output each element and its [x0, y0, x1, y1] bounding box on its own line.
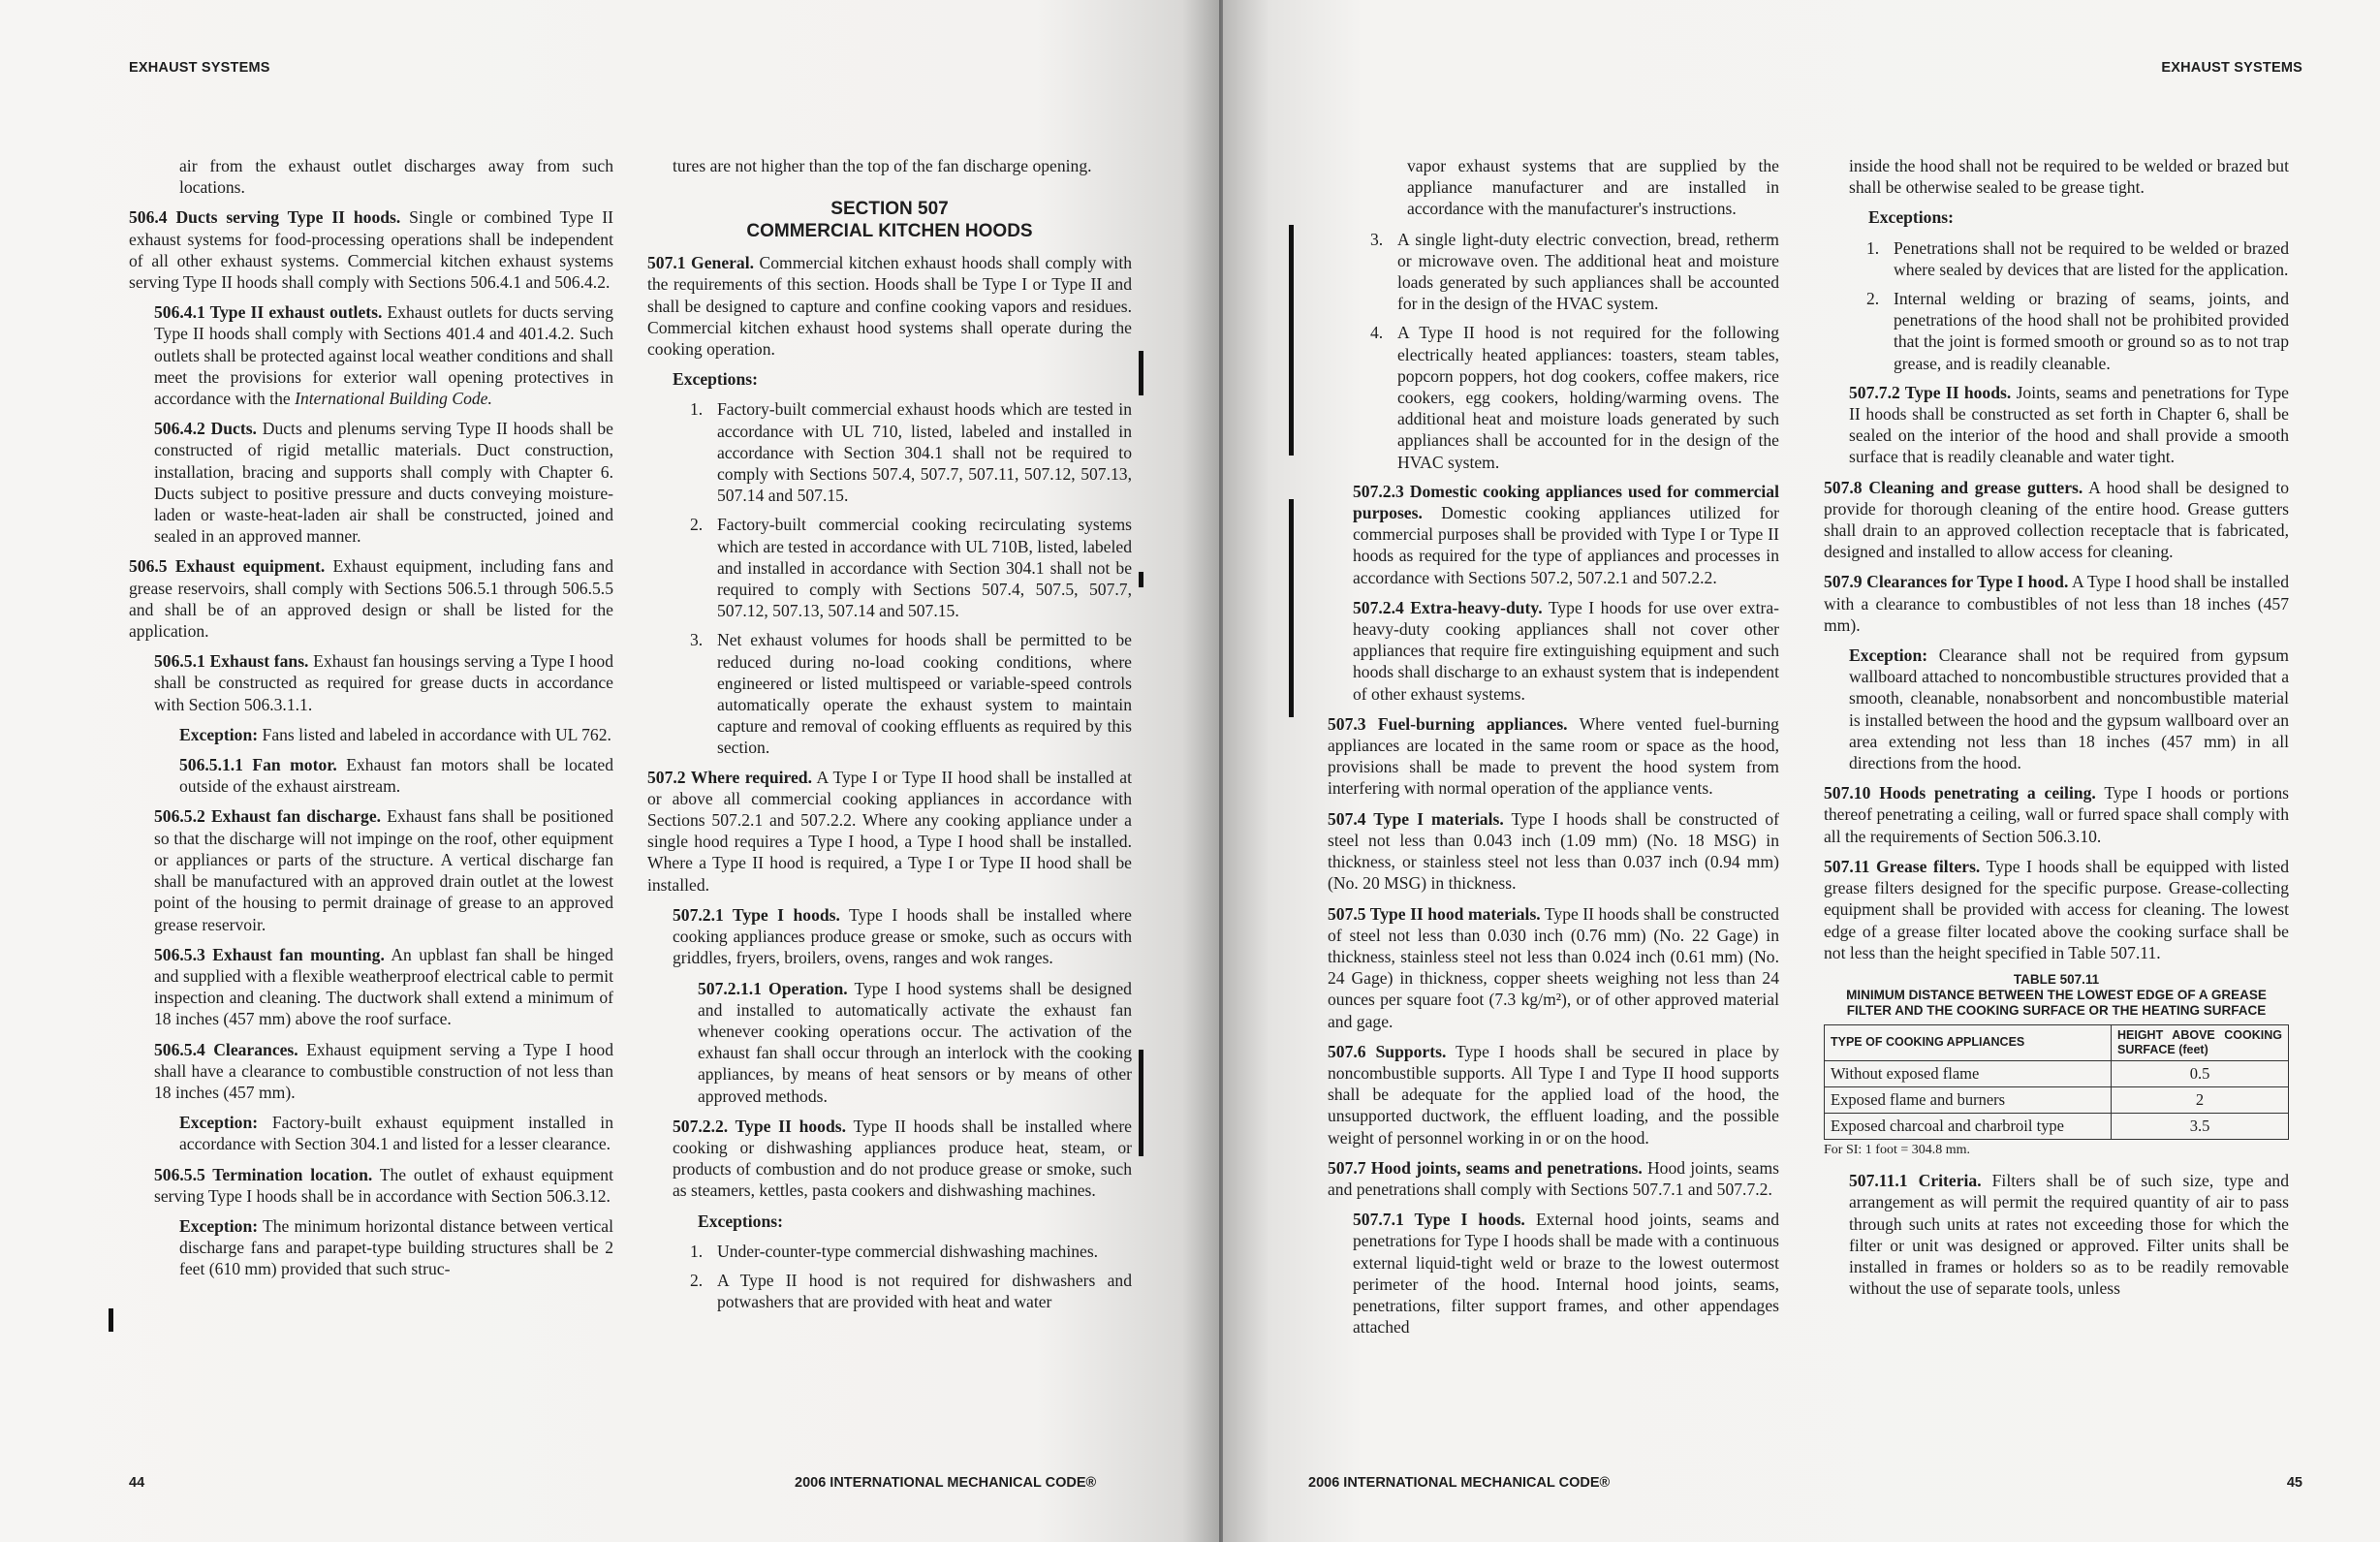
section-506-4-1: 506.4.1 Type II exhaust outlets. Exhaust outlets for ducts serving Type II hoods shall comply with Sections 401.4 and 401.4.2. Such outlets shall be protected against local weather conditions and shall meet the provisions for exterior wall opening protectives in accordance with the International Building Code. — [154, 302, 613, 409]
list-item: 3. Net exhaust volumes for hoods shall be permitted to be reduced during no-load cooking conditions, where engineered or listed multispeed or variable-speed controls automatically operate the exhaust system to maintain capture and removal of cooking effluents as required by this section. — [690, 630, 1132, 758]
section-507-11: 507.11 Grease filters. Type I hoods shall be equipped with listed grease filters designed for the specific purpose. Grease-collecting equipment shall be provided with access for cleaning. The lowest edge of a grease filter located above the cooking surface shall be not less than the height specified in Table 507.11. — [1824, 856, 2289, 962]
table-row — [1825, 1060, 2289, 1086]
column-header: HEIGHT ABOVE COOKING SURFACE (feet) — [2112, 1024, 2289, 1060]
left-column-2 — [647, 155, 1132, 1320]
section-506-5-1: 506.5.1 Exhaust fans. Exhaust fan housings serving a Type I hood shall be constructed as required for grease ducts in accordance with Section 506.3.1.1. — [154, 651, 613, 714]
exception-506-5-4: Exception: Factory-built exhaust equipment installed in accordance with Section 304.1 and listed for a lesser clearance. — [179, 1113, 613, 1154]
section-507-2-1-1: 507.2.1.1 Operation. Type I hood systems shall be designed and installed to automatically activate the exhaust fan whenever cooking operations occur. The activation of the exhaust fan shall occur through an interlock with the cooking appliances, by means of heat sensors or by means of other approved methods. — [698, 978, 1132, 1106]
section-506-5-3: 506.5.3 Exhaust fan mounting. An upblast fan shall be hinged and supplied with a flexible weatherproof electrical cable to permit inspection and cleaning. The ductwork shall extend a minimum of 18 inches (457 mm) above the roof surface. — [154, 944, 613, 1029]
section-506-5-1-1: 506.5.1.1 Fan motor. Exhaust fan motors shall be located outside of the exhaust airstream. — [179, 755, 613, 797]
section-507-3: 507.3 Fuel-burning appliances. Where vented fuel-burning appliances are located in the same room or space as the hood, provisions shall be made to prevent the hood system from interfering with normal operation of the appliance vents. — [1328, 713, 1779, 799]
section-507-heading: SECTION 507 COMMERCIAL KITCHEN HOODS — [746, 199, 1033, 242]
column-header: TYPE OF COOKING APPLIANCES — [1825, 1024, 2112, 1060]
section-506-5-2: 506.5.2 Exhaust fan discharge. Exhaust fans shall be positioned so that the discharge will not impinge on the roof, other equipment or appliances or parts of the structure. A vertical discharge fan shall be manufactured with an approved drain outlet at the lowest point of the housing to permit drainage of grease to an approved grease reservoir. — [154, 806, 613, 934]
section-507-1: 507.1 General. Commercial kitchen exhaust hoods shall comply with the requirements of this section. Hoods shall be Type I or Type II and shall be designed to capture and confine cooking vapors and residues. Commercial kitchen exhaust hood systems shall operate during the cooking operation. — [647, 253, 1132, 360]
table-cell: Exposed charcoal and charbroil type — [1825, 1113, 2112, 1139]
table-507-11 — [1824, 1024, 2289, 1140]
exception-507-9: Exception: Clearance shall not be required from gypsum wallboard attached to noncombustible structures provided that a smooth, cleanable, nonabsorbent and noncombustible material is installed between the hood and the gypsum wallboard over an area extending not less than 18 inches (457 mm) in all directions from the hood. — [1849, 645, 2289, 773]
exceptions-label: Exceptions: — [698, 1211, 783, 1231]
list-item: 3. A single light-duty electric convection, bread, retherm or microwave oven. The additional heat and moisture loads generated by such appliances shall be accounted for in the design of the HVAC system. — [1370, 229, 1779, 314]
section-506-4: 506.4 Ducts serving Type II hoods. Single or combined Type II exhaust systems for food-processing operations shall be independent of all other exhaust systems. Commercial kitchen exhaust systems serving Type II hoods shall comply with Sections 506.4.1 and 506.4.2. — [129, 207, 613, 293]
change-bar — [1139, 351, 1143, 395]
list-item: 1. Penetrations shall not be required to be welded or brazed where sealed by devices that are listed for the application. — [1866, 237, 2289, 279]
right-column-2 — [1824, 155, 2289, 1307]
section-506-4-2: 506.4.2 Ducts. Ducts and plenums serving Type II hoods shall be constructed of rigid metallic materials. Duct construction, installation, bracing and supports shall comply with Chapter 6. Ducts subject to positive pressure and ducts conveying moisture-laden or waste-heat-laden air shall be constructed, joined and sealed in an approved manner. — [154, 419, 613, 547]
footer-right: 2006 INTERNATIONAL MECHANICAL CODE® — [1308, 1475, 1611, 1491]
section-507-11-1: 507.11.1 Criteria. Filters shall be of such size, type and arrangement as will permit the required quantity of air to pass through such units at rates not exceeding those for which the filter or unit was designed or approved. Filter units shall be installed in frames or holders so as to be readily removable without the use of separate tools, unless — [1849, 1171, 2290, 1299]
list-item: 4. A Type II hood is not required for the following electrically heated appliances: toasters, steam tables, popcorn poppers, hot dog cookers, coffee makers, rice cookers, egg cookers, holding/warming ovens. The additional heat and moisture loads generated by such appliances shall be accounted for in the design of the HVAC system. — [1370, 323, 1779, 472]
exceptions-list-continued — [1328, 229, 1779, 473]
table-cell: 0.5 — [2112, 1060, 2289, 1086]
list-item: 2. A Type II hood is not required for dishwashers and potwashers that are provided with heat and water — [690, 1270, 1132, 1312]
paragraph: inside the hood shall not be required to be welded or brazed but shall be otherwise sealed to be grease tight. — [1849, 156, 2289, 198]
exceptions-label: Exceptions: — [1868, 207, 1954, 228]
paragraph: tures are not higher than the top of the fan discharge opening. — [673, 156, 1092, 175]
change-bar — [1139, 1050, 1143, 1156]
change-bar — [109, 1308, 113, 1332]
running-head-left: EXHAUST SYSTEMS — [129, 60, 270, 76]
exceptions-label: Exceptions: — [673, 369, 758, 390]
section-507-2-2: 507.2.2. Type II hoods. Type II hoods shall be installed where cooking or dishwashing appliances produce heat, steam, or products of combustion and do not produce grease or smoke, such as steamers, kettles, pasta cookers and dishwashing machines. — [673, 1116, 1132, 1201]
section-507-7-2: 507.7.2 Type II hoods. Joints, seams and penetrations for Type II hoods shall be constructed as set forth in Chapter 6, shall be sealed on the interior of the hood and shall provide a smooth surface that is readily cleanable and water tight. — [1849, 382, 2289, 467]
exceptions-list-507-2-2 — [647, 1241, 1132, 1313]
section-507-2-4: 507.2.4 Extra-heavy-duty. Type I hoods for use over extra-heavy-duty cooking appliances shall not cover other appliances that require fire extinguishing equipment and such hoods shall discharge to an exhaust system that is independent of other exhaust systems. — [1353, 597, 1779, 704]
section-507-7-1: 507.7.1 Type I hoods. External hood joints, seams and penetrations for Type I hoods shall be made with a continuous external liquid-tight weld or braze to the lowest outermost perimeter of the hood. Internal hood joints, seams, penetrations, filter support frames, and other appendages attached — [1353, 1210, 1780, 1337]
exceptions-list-507-7-1 — [1824, 237, 2289, 374]
table-caption — [1824, 972, 2289, 1019]
section-507-9: 507.9 Clearances for Type I hood. A Type I hood shall be installed with a clearance to combustibles of not less than 18 inches (457 mm). — [1824, 572, 2289, 635]
section-506-5-4: 506.5.4 Clearances. Exhaust equipment serving a Type I hood shall have a clearance to combustible construction of not less than 18 inches (457 mm). — [154, 1039, 614, 1102]
list-item: 2. Factory-built commercial cooking recirculating systems which are tested in accordance with UL 710B, listed, labeled and installed in accordance with Section 304.1 shall not be required to comply with Sections 507.4, 507.5, 507.7, 507.12, 507.13, 507.14 and 507.15. — [690, 515, 1132, 621]
section-507-8: 507.8 Cleaning and grease gutters. A hood shall be designed to provide for thorough cleaning of the entire hood. Grease gutters shall drain to an approved collection receptacle that is fabricated, designed and installed to allow access for cleaning. — [1824, 477, 2289, 562]
table-title: MINIMUM DISTANCE BETWEEN THE LOWEST EDGE OF A GREASE FILTER AND THE COOKING SURFACE OR THE HEATING SURFACE — [1846, 987, 2267, 1018]
footer-left: 2006 INTERNATIONAL MECHANICAL CODE® — [795, 1475, 1097, 1491]
section-507-7: 507.7 Hood joints, seams and penetrations. Hood joints, seams and penetrations shall comply with Sections 507.7.1 and 507.7.2. — [1328, 1157, 1779, 1199]
table-row — [1825, 1086, 2289, 1113]
change-bar — [1289, 499, 1294, 717]
section-506-5-5: 506.5.5 Termination location. The outlet of exhaust equipment serving Type I hoods shall be in accordance with Section 506.3.12. — [154, 1164, 613, 1206]
running-head-right: EXHAUST SYSTEMS — [2161, 60, 2302, 76]
section-506-5: 506.5 Exhaust equipment. Exhaust equipment, including fans and grease reservoirs, shall comply with Sections 506.5.1 through 506.5.5 and shall be of an approved design or shall be listed for the application. — [129, 556, 613, 642]
table-cell: 2 — [2112, 1086, 2289, 1113]
table-row — [1825, 1113, 2289, 1139]
table-header-row — [1825, 1024, 2289, 1060]
section-507-4: 507.4 Type I materials. Type I hoods shall be constructed of steel not less than 0.043 inch (1.09 mm) (No. 18 MSG) in thickness, or stainless steel not less than 0.037 inch (0.94 mm) (No. 20 MSG) in thickness. — [1328, 808, 1779, 894]
right-column-1 — [1328, 155, 1779, 1346]
exception-506-5-5: Exception: The minimum horizontal distance between vertical discharge fans and parapet-type building structures shall be 2 feet (610 mm) provided that such struc- — [179, 1215, 613, 1279]
section-507-6: 507.6 Supports. Type I hoods shall be secured in place by noncombustible supports. All Type I and Type II hood supports shall be adequate for the applied load of the hood, the unsupported ductwork, the effluent loading, and the possible weight of personnel working in or on the hood. — [1328, 1041, 1779, 1148]
table-cell: Without exposed flame — [1825, 1060, 2112, 1086]
change-bar — [1139, 572, 1143, 587]
table-cell: 3.5 — [2112, 1113, 2289, 1139]
list-item: 1. Factory-built commercial exhaust hoods which are tested in accordance with UL 710, listed, labeled and installed in accordance with Section 304.1 shall not be required to comply with Sections 507.4, 507.7, 507.11, 507.12, 507.13, 507.14 and 507.15. — [690, 399, 1132, 506]
paragraph: vapor exhaust systems that are supplied by the appliance manufacturer and are installed in accordance with the manufacturer's instructions. — [1407, 156, 1779, 219]
list-item: 1. Under-counter-type commercial dishwashing machines. — [690, 1241, 1099, 1261]
list-item: 2. Internal welding or brazing of seams, joints, and penetrations of the hood shall not be prohibited provided that the joint is formed smooth or ground so as to not trap grease, and is readily cleanable. — [1866, 289, 2289, 373]
section-507-10: 507.10 Hoods penetrating a ceiling. Type I hoods or portions thereof penetrating a ceiling, wall or furred space shall comply with all the requirements of Section 506.3.10. — [1824, 783, 2289, 846]
paragraph: air from the exhaust outlet discharges away from such locations. — [179, 156, 613, 198]
section-507-5: 507.5 Type II hood materials. Type II hoods shall be constructed of steel not less than 0.030 inch (0.76 mm) (No. 22 Gage) in thickness, stainless steel not less than 0.024 inch (0.61 mm) (No. 24 Gage) in thickness, copper sheets weighing not less than 24 ounces per square foot (7.3 kg/m²), or of other approved material and gage. — [1328, 903, 1779, 1031]
left-column-1 — [129, 155, 613, 1289]
table-cell: Exposed flame and burners — [1825, 1086, 2112, 1113]
change-bar — [1289, 225, 1294, 456]
page-number-right: 45 — [2286, 1475, 2302, 1491]
table-note: For SI: 1 foot = 304.8 mm. — [1824, 1142, 1971, 1157]
section-507-2-1: 507.2.1 Type I hoods. Type I hoods shall be installed where cooking appliances produce grease or smoke, such as occurs with griddles, fryers, broilers, ovens, ranges and wok ranges. — [673, 904, 1132, 968]
exceptions-list-507-1 — [647, 398, 1132, 758]
exception-506-5-1: Exception: Fans listed and labeled in accordance with UL 762. — [179, 724, 611, 744]
page-number-left: 44 — [129, 1475, 145, 1491]
section-507-2-3: 507.2.3 Domestic cooking appliances used for commercial purposes. Domestic cooking appliances utilized for commercial purposes shall be provided with Type I or Type II hoods as required for the type of appliances and processes in accordance with Sections 507.2, 507.2.1 and 507.2.2. — [1353, 481, 1779, 587]
table-label: TABLE 507.11 — [2013, 971, 2100, 987]
section-507-2: 507.2 Where required. A Type I or Type II hood shall be installed at or above all commercial cooking appliances in accordance with Sections 507.2.1 and 507.2.2. Where any cooking appliance under a single hood requires a Type I hood, a Type I hood shall be installed. Where a Type II hood is required, a Type I or Type II hood shall be installed. — [647, 767, 1132, 895]
right-page — [1223, 0, 2380, 1542]
